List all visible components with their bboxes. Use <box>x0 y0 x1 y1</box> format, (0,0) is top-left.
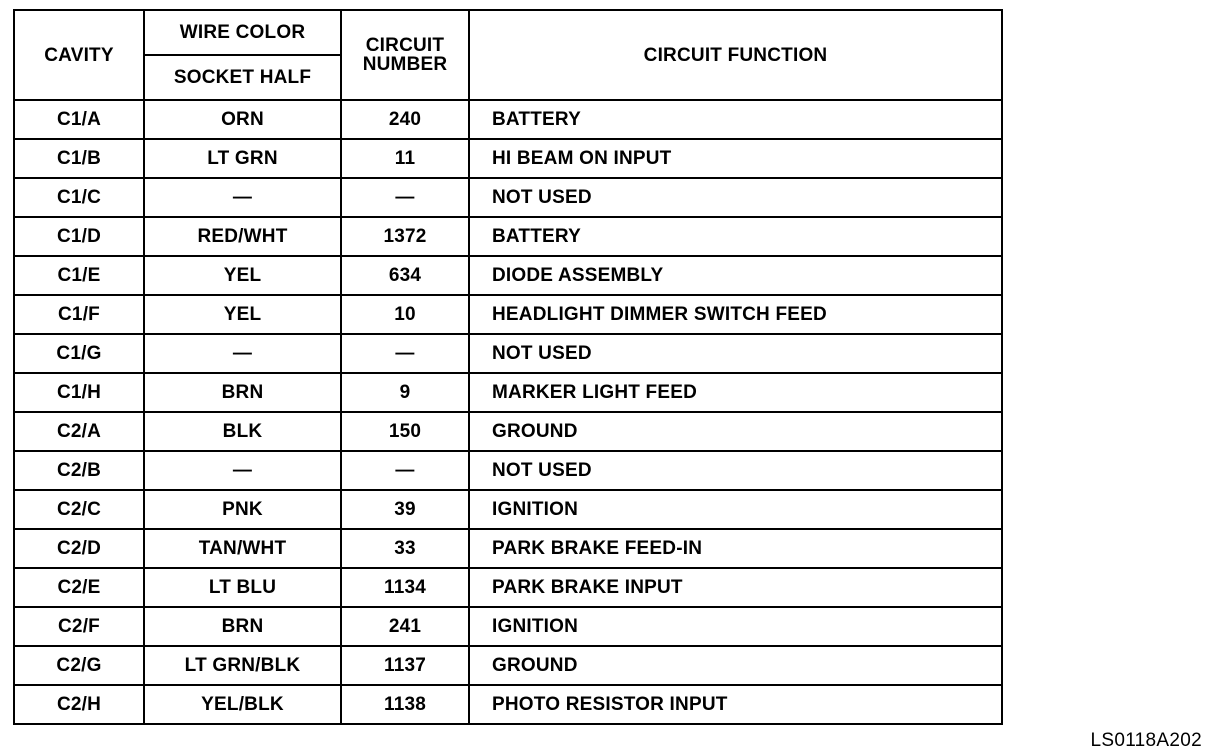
wire-color-cell: LT GRN <box>144 139 341 178</box>
table-row <box>14 256 1002 295</box>
table-row <box>14 373 1002 412</box>
table-row <box>14 646 1002 685</box>
circuit-function-cell: IGNITION <box>469 490 1002 529</box>
circuit-number-cell: 1134 <box>341 568 469 607</box>
cavity-cell: C1/A <box>14 100 144 139</box>
wire-color-cell: — <box>144 334 341 373</box>
circuit-number-cell: 39 <box>341 490 469 529</box>
wire-color-cell: — <box>144 451 341 490</box>
table-row <box>14 685 1002 724</box>
circuit-number-cell: 9 <box>341 373 469 412</box>
circuit-number-cell: — <box>341 451 469 490</box>
table-row <box>14 451 1002 490</box>
cavity-cell: C2/D <box>14 529 144 568</box>
cavity-cell: C2/A <box>14 412 144 451</box>
table-body <box>14 100 1002 724</box>
cavity-cell: C1/H <box>14 373 144 412</box>
cavity-header: CAVITY <box>14 10 144 100</box>
table-row <box>14 139 1002 178</box>
circuit-number-cell: 33 <box>341 529 469 568</box>
wire-color-cell: PNK <box>144 490 341 529</box>
connector-pinout-table <box>13 9 1003 725</box>
circuit-function-cell: PARK BRAKE FEED-IN <box>469 529 1002 568</box>
circuit-number-header <box>341 10 469 100</box>
circuit-function-cell: PHOTO RESISTOR INPUT <box>469 685 1002 724</box>
cavity-cell: C1/G <box>14 334 144 373</box>
circuit-number-cell: 1137 <box>341 646 469 685</box>
cavity-cell: C1/F <box>14 295 144 334</box>
circuit-number-header-line1: CIRCUIT <box>365 35 445 56</box>
wire-color-cell: LT BLU <box>144 568 341 607</box>
wire-color-cell: BLK <box>144 412 341 451</box>
wire-color-cell: BRN <box>144 373 341 412</box>
table-row <box>14 217 1002 256</box>
wire-color-cell: YEL/BLK <box>144 685 341 724</box>
circuit-number-cell: — <box>341 334 469 373</box>
wire-color-cell: ORN <box>144 100 341 139</box>
circuit-number-header-line2: NUMBER <box>362 54 448 75</box>
table-row <box>14 529 1002 568</box>
circuit-number-cell: 150 <box>341 412 469 451</box>
wire-color-cell: YEL <box>144 295 341 334</box>
circuit-number-cell: 10 <box>341 295 469 334</box>
table-row <box>14 490 1002 529</box>
table-row <box>14 607 1002 646</box>
cavity-cell: C1/C <box>14 178 144 217</box>
table-row <box>14 178 1002 217</box>
wire-color-cell: RED/WHT <box>144 217 341 256</box>
circuit-function-cell: GROUND <box>469 412 1002 451</box>
circuit-function-cell: NOT USED <box>469 451 1002 490</box>
circuit-function-cell: GROUND <box>469 646 1002 685</box>
circuit-number-cell: 241 <box>341 607 469 646</box>
circuit-number-cell: 1138 <box>341 685 469 724</box>
wire-color-header: WIRE COLOR <box>144 10 341 55</box>
cavity-cell: C2/C <box>14 490 144 529</box>
circuit-function-cell: BATTERY <box>469 100 1002 139</box>
table-row <box>14 295 1002 334</box>
circuit-number-cell: 1372 <box>341 217 469 256</box>
circuit-function-cell: BATTERY <box>469 217 1002 256</box>
cavity-cell: C2/H <box>14 685 144 724</box>
table-row <box>14 568 1002 607</box>
cavity-cell: C2/E <box>14 568 144 607</box>
table-row <box>14 334 1002 373</box>
circuit-function-header: CIRCUIT FUNCTION <box>469 10 1002 100</box>
circuit-number-cell: 11 <box>341 139 469 178</box>
circuit-number-cell: 634 <box>341 256 469 295</box>
cavity-cell: C2/F <box>14 607 144 646</box>
header-row <box>14 10 1002 55</box>
cavity-cell: C1/E <box>14 256 144 295</box>
cavity-cell: C2/B <box>14 451 144 490</box>
table-row <box>14 100 1002 139</box>
circuit-number-cell: 240 <box>341 100 469 139</box>
circuit-function-cell: MARKER LIGHT FEED <box>469 373 1002 412</box>
figure-code: LS0118A202 <box>1090 730 1202 751</box>
circuit-function-cell: DIODE ASSEMBLY <box>469 256 1002 295</box>
wire-color-cell: YEL <box>144 256 341 295</box>
circuit-function-cell: IGNITION <box>469 607 1002 646</box>
circuit-function-cell: PARK BRAKE INPUT <box>469 568 1002 607</box>
circuit-function-cell: NOT USED <box>469 178 1002 217</box>
cavity-cell: C1/D <box>14 217 144 256</box>
wire-color-cell: BRN <box>144 607 341 646</box>
circuit-function-cell: HEADLIGHT DIMMER SWITCH FEED <box>469 295 1002 334</box>
wire-color-cell: LT GRN/BLK <box>144 646 341 685</box>
cavity-cell: C2/G <box>14 646 144 685</box>
table-row <box>14 412 1002 451</box>
circuit-function-cell: HI BEAM ON INPUT <box>469 139 1002 178</box>
cavity-cell: C1/B <box>14 139 144 178</box>
wire-color-cell: TAN/WHT <box>144 529 341 568</box>
socket-half-header: SOCKET HALF <box>144 55 341 100</box>
wire-color-cell: — <box>144 178 341 217</box>
circuit-function-cell: NOT USED <box>469 334 1002 373</box>
circuit-number-cell: — <box>341 178 469 217</box>
